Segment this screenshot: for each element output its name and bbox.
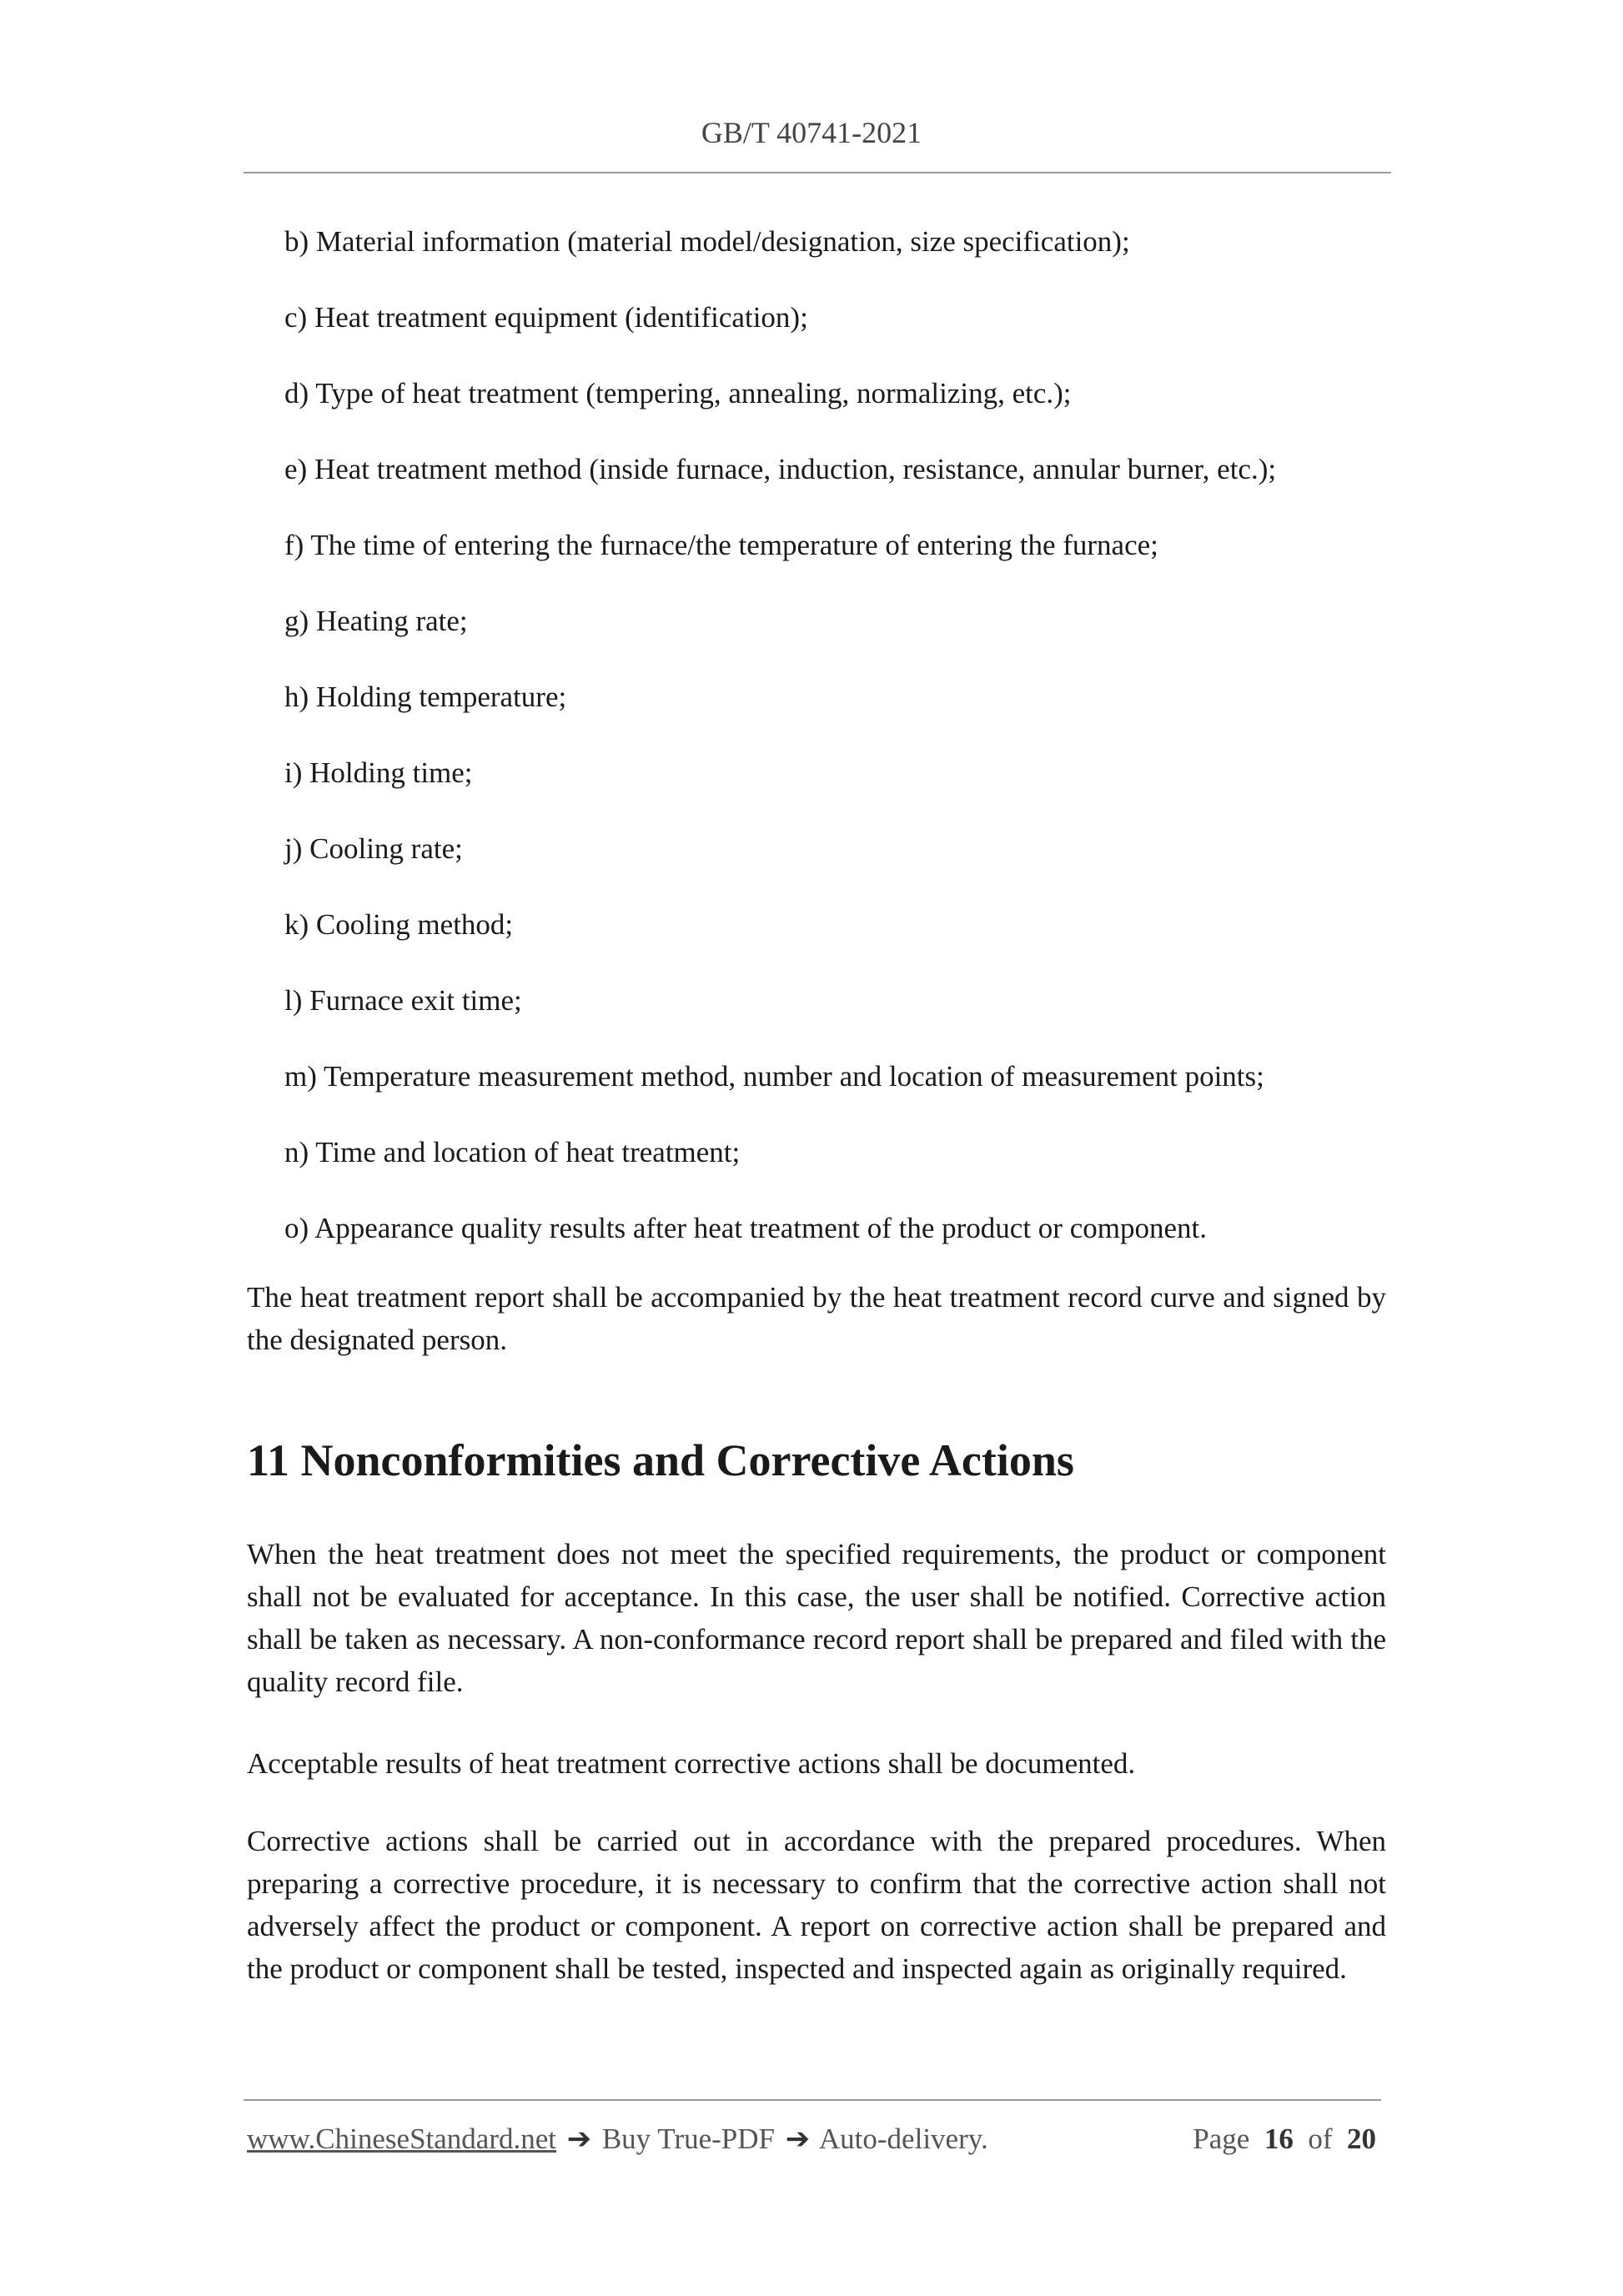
list-item: i) Holding time;: [284, 756, 473, 789]
of-label: of: [1308, 2123, 1333, 2155]
list-item: b) Material information (material model/designation, size specification);: [284, 225, 1130, 258]
list-item: e) Heat treatment method (inside furnace, induction, resistance, annular burner, etc.);: [284, 453, 1277, 485]
footer-promo: [247, 2123, 988, 2156]
list-item: o) Appearance quality results after heat treatment of the product or component.: [284, 1212, 1207, 1244]
total-pages: 20: [1347, 2123, 1376, 2155]
arrow-right-icon: ➔: [566, 2123, 592, 2155]
delivery-text: Auto-delivery.: [818, 2123, 988, 2155]
report-paragraph: The heat treatment report shall be accompanied by the heat treatment record curve and signed by the designated person.: [247, 1281, 1386, 1356]
list-item: k) Cooling method;: [284, 908, 514, 941]
arrow-right-icon: ➔: [785, 2123, 811, 2155]
record-items-list: [284, 225, 1276, 1288]
list-item: f) The time of entering the furnace/the temperature of entering the furnace;: [284, 529, 1158, 561]
page-label: Page: [1193, 2123, 1250, 2155]
footer-divider: [244, 2099, 1381, 2101]
list-item: l) Furnace exit time;: [284, 984, 522, 1017]
list-item: j) Cooling rate;: [284, 832, 463, 865]
list-item: n) Time and location of heat treatment;: [284, 1136, 741, 1168]
header-divider: [244, 172, 1391, 173]
list-item: m) Temperature measurement method, number and location of measurement points;: [284, 1060, 1264, 1093]
page-indicator: [1193, 2123, 1376, 2156]
list-item: c) Heat treatment equipment (identification);: [284, 301, 808, 334]
page-number: 16: [1264, 2123, 1294, 2155]
document-id-header: GB/T 40741-2021: [701, 116, 922, 149]
section-paragraph: Corrective actions shall be carried out in accordance with the prepared procedures. When preparing a corrective procedure, it is necessary to confirm that the corrective action shall not adversely affect the product or component. A report on corrective action shall be prepared and the product or component shall be tested, inspected and inspected again as originally required.: [247, 1825, 1386, 1985]
website-link[interactable]: www.ChineseStandard.net: [247, 2123, 556, 2155]
section-paragraph: Acceptable results of heat treatment corrective actions shall be documented.: [247, 1747, 1136, 1780]
section-heading: 11 Nonconformities and Corrective Actions: [247, 1435, 1074, 1485]
list-item: d) Type of heat treatment (tempering, annealing, normalizing, etc.);: [284, 377, 1072, 409]
section-paragraph: When the heat treatment does not meet the specified requirements, the product or component shall not be evaluated for acceptance. In this case, the user shall be notified. Corrective action shall be taken as necessary. A non-conformance record report shall be prepared and filed with the quality record file.: [247, 1538, 1386, 1698]
buy-text: Buy True-PDF: [601, 2123, 775, 2155]
list-item: h) Holding temperature;: [284, 681, 567, 713]
list-item: g) Heating rate;: [284, 605, 468, 637]
